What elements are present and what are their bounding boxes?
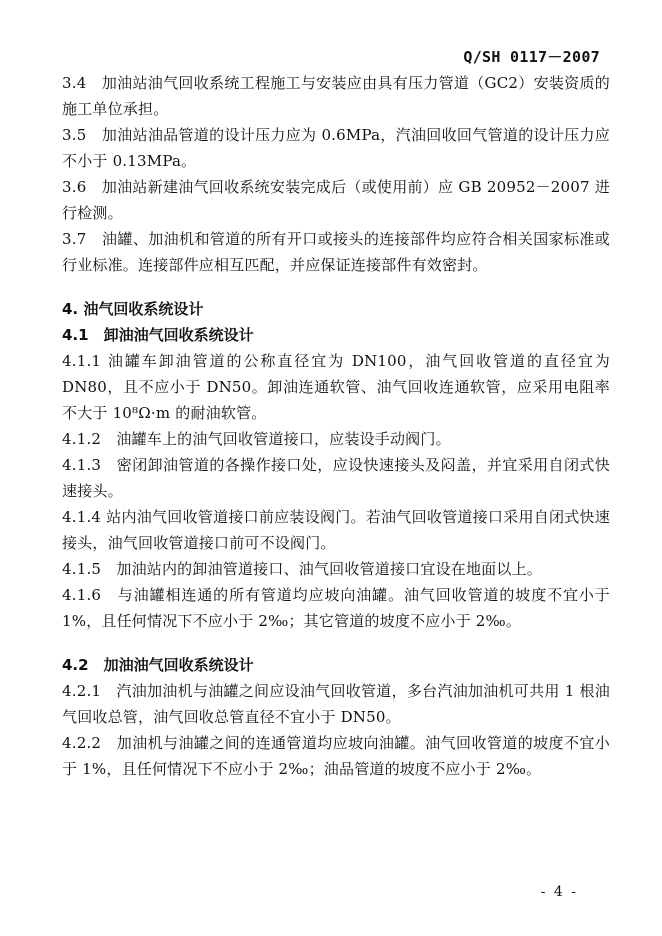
- document-body: [62, 70, 610, 782]
- section-4-2-heading: 4.2 加油油气回收系统设计: [62, 656, 254, 674]
- clause-3-7: 3.7 油罐、加油机和管道的所有开口或接头的连接部件均应符合相关国家标准或行业标准。连接部件应相互匹配，并应保证连接部件有效密封。: [62, 230, 610, 274]
- clause-3-6: 3.6 加油站新建油气回收系统安装完成后（或使用前）应 GB 20952－2007 进行检测。: [62, 178, 610, 222]
- clause-4-1-4: 4.1.4 站内油气回收管道接口前应装设阀门。若油气回收管道接口采用自闭式快速接头，油气回收管道接口前可不设阀门。: [62, 508, 610, 552]
- clause-3-4: 3.4 加油站油气回收系统工程施工与安装应由具有压力管道（GC2）安装资质的施工单位承担。: [62, 74, 610, 118]
- clause-4-1-5: 4.1.5 加油站内的卸油管道接口、油气回收管道接口宜设在地面以上。: [62, 560, 542, 578]
- clause-3-5: 3.5 加油站油品管道的设计压力应为 0.6MPa，汽油回收回气管道的设计压力应不小于 0.13MPa。: [62, 126, 610, 170]
- clause-4-2-1: 4.2.1 汽油加油机与油罐之间应设油气回收管道，多台汽油加油机可共用 1 根油气回收总管，油气回收总管直径不宜小于 DN50。: [62, 682, 610, 726]
- section-4-1-heading: 4.1 卸油油气回收系统设计: [62, 326, 254, 344]
- clause-4-1-1: 4.1.1 油罐车卸油管道的公称直径宜为 DN100，油气回收管道的直径宜为 DN80，且不应小于 DN50。卸油连通软管、油气回收连通软管，应采用电阻率不大于 10⁸Ω·m 的耐油软管。: [62, 352, 610, 422]
- section-gap: [62, 278, 610, 296]
- section-4-heading: 4. 油气回收系统设计: [62, 300, 204, 318]
- clause-4-2-2: 4.2.2 加油机与油罐之间的连通管道均应坡向油罐。油气回收管道的坡度不宜小于 1%，且任何情况下不应小于 2‰；油品管道的坡度不应小于 2‰。: [62, 734, 610, 778]
- clause-4-1-6: 4.1.6 与油罐相连通的所有管道均应坡向油罐。油气回收管道的坡度不宜小于 1%，且任何情况下不应小于 2‰；其它管道的坡度不应小于 2‰。: [62, 586, 610, 630]
- document-code: Q/SH 0117－2007: [463, 48, 600, 66]
- clause-4-1-2: 4.1.2 油罐车上的油气回收管道接口，应装设手动阀门。: [62, 430, 451, 448]
- page-number: - 4 -: [540, 884, 578, 900]
- clause-4-1-3: 4.1.3 密闭卸油管道的各操作接口处，应设快速接头及闷盖，并宜采用自闭式快速接头。: [62, 456, 610, 500]
- section-gap: [62, 634, 610, 652]
